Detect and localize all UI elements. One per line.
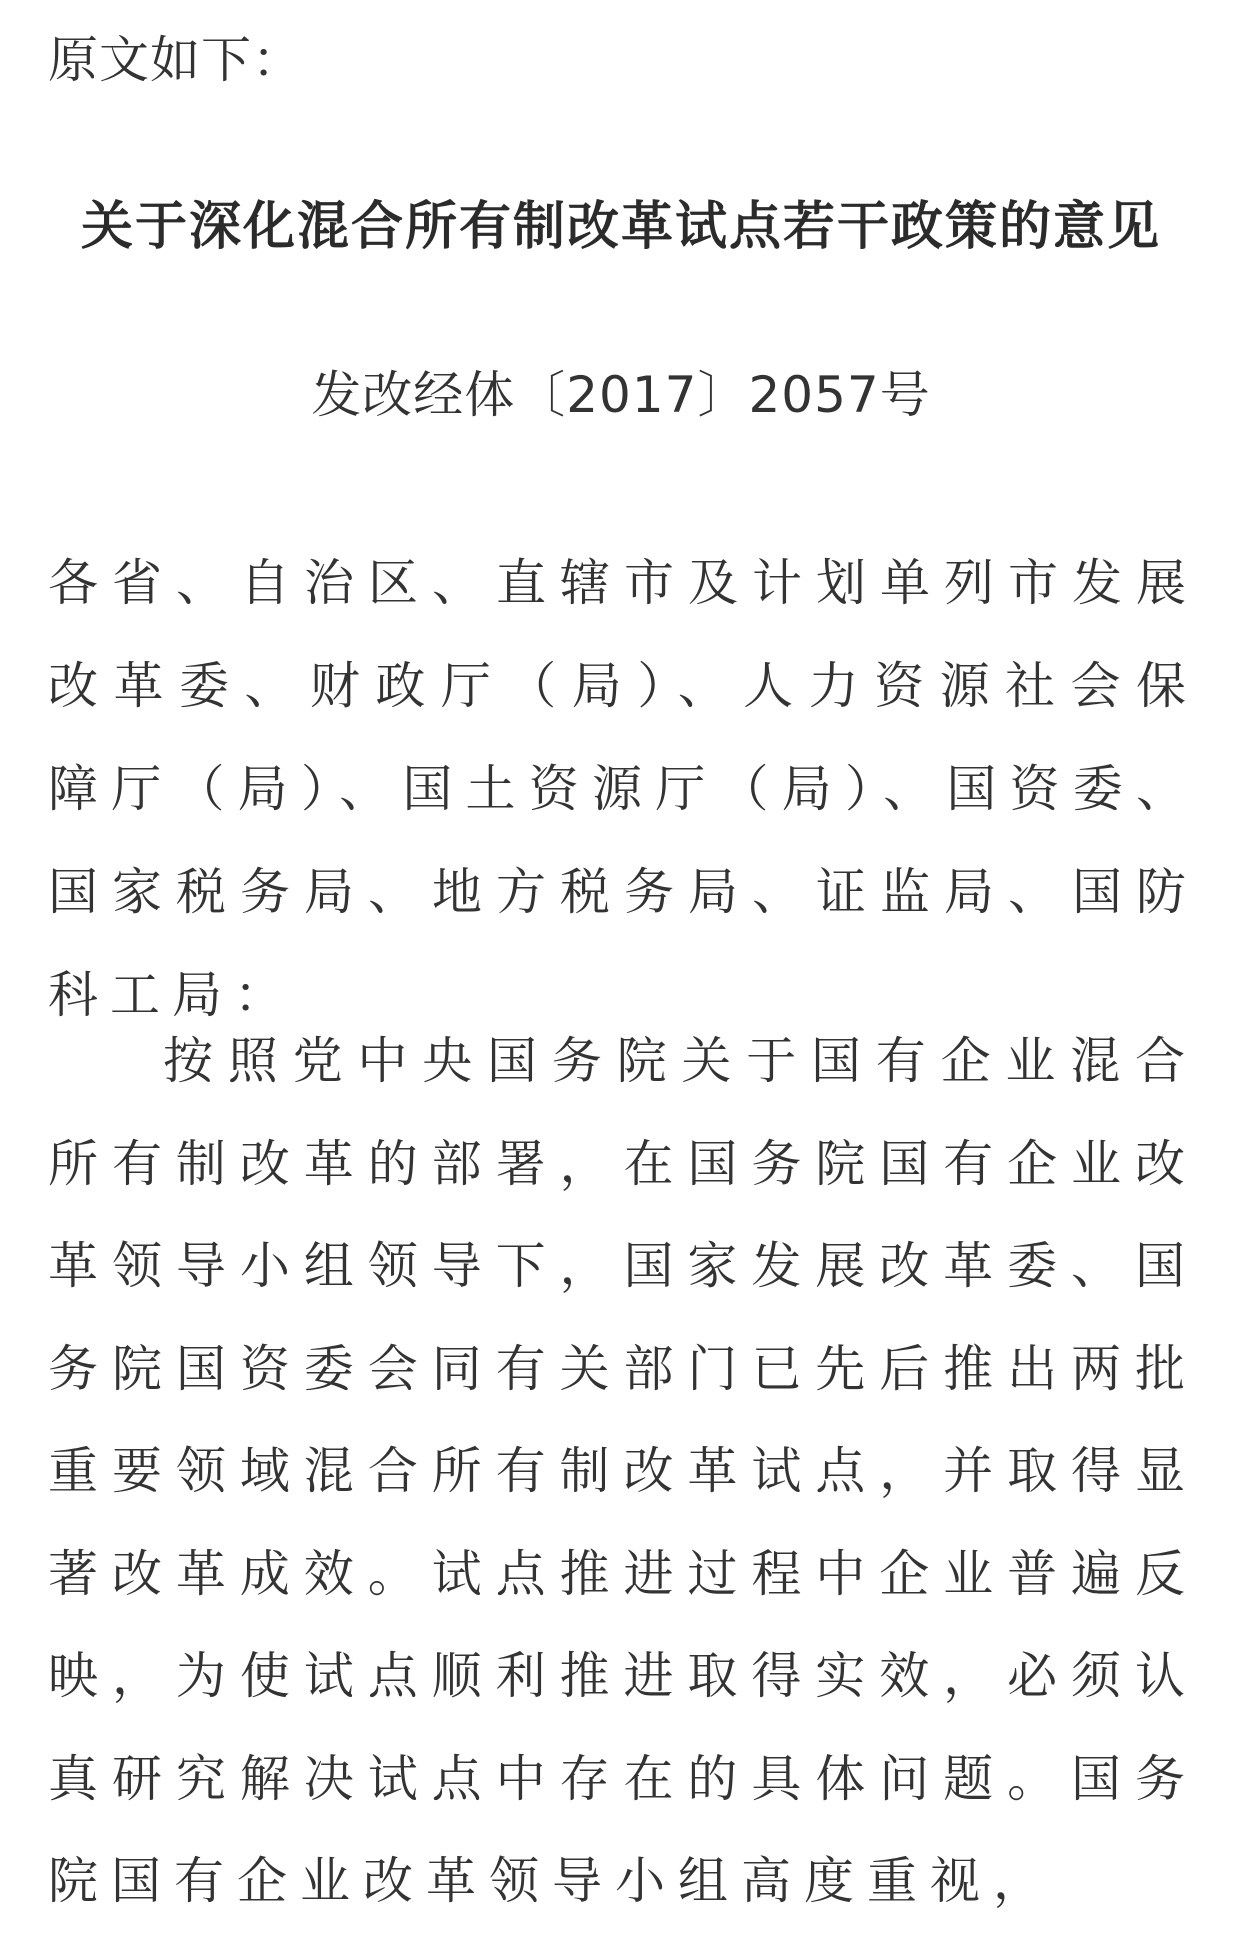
addressee-paragraph: 各省、自治区、直辖市及计划单列市发展改革委、财政厅（局）、人力资源社会保障厅（局）、国土资源厅（局）、国资委、国家税务局、地方税务局、证监局、国防科工局： (48, 554, 1198, 1024)
body-paragraph: 按照党中央国务院关于国有企业混合所有制改革的部署，在国务院国有企业改革领导小组领导下，国家发展改革委、国务院国资委会同有关部门已先后推出两批重要领域混合所有制改革试点，并取得显著改革成效。试点推进过程中企业普遍反映，为使试点顺利推进取得实效，必须认真研究解决试点中存在的具体问题。国务院国有企业改革领导小组高度重视， (48, 1032, 1198, 1910)
document-number: 发改经体〔2017〕2057号 (311, 366, 931, 424)
intro-text: 原文如下： (48, 31, 303, 89)
document-title: 关于深化混合所有制改革试点若干政策的意见 (80, 197, 1161, 257)
